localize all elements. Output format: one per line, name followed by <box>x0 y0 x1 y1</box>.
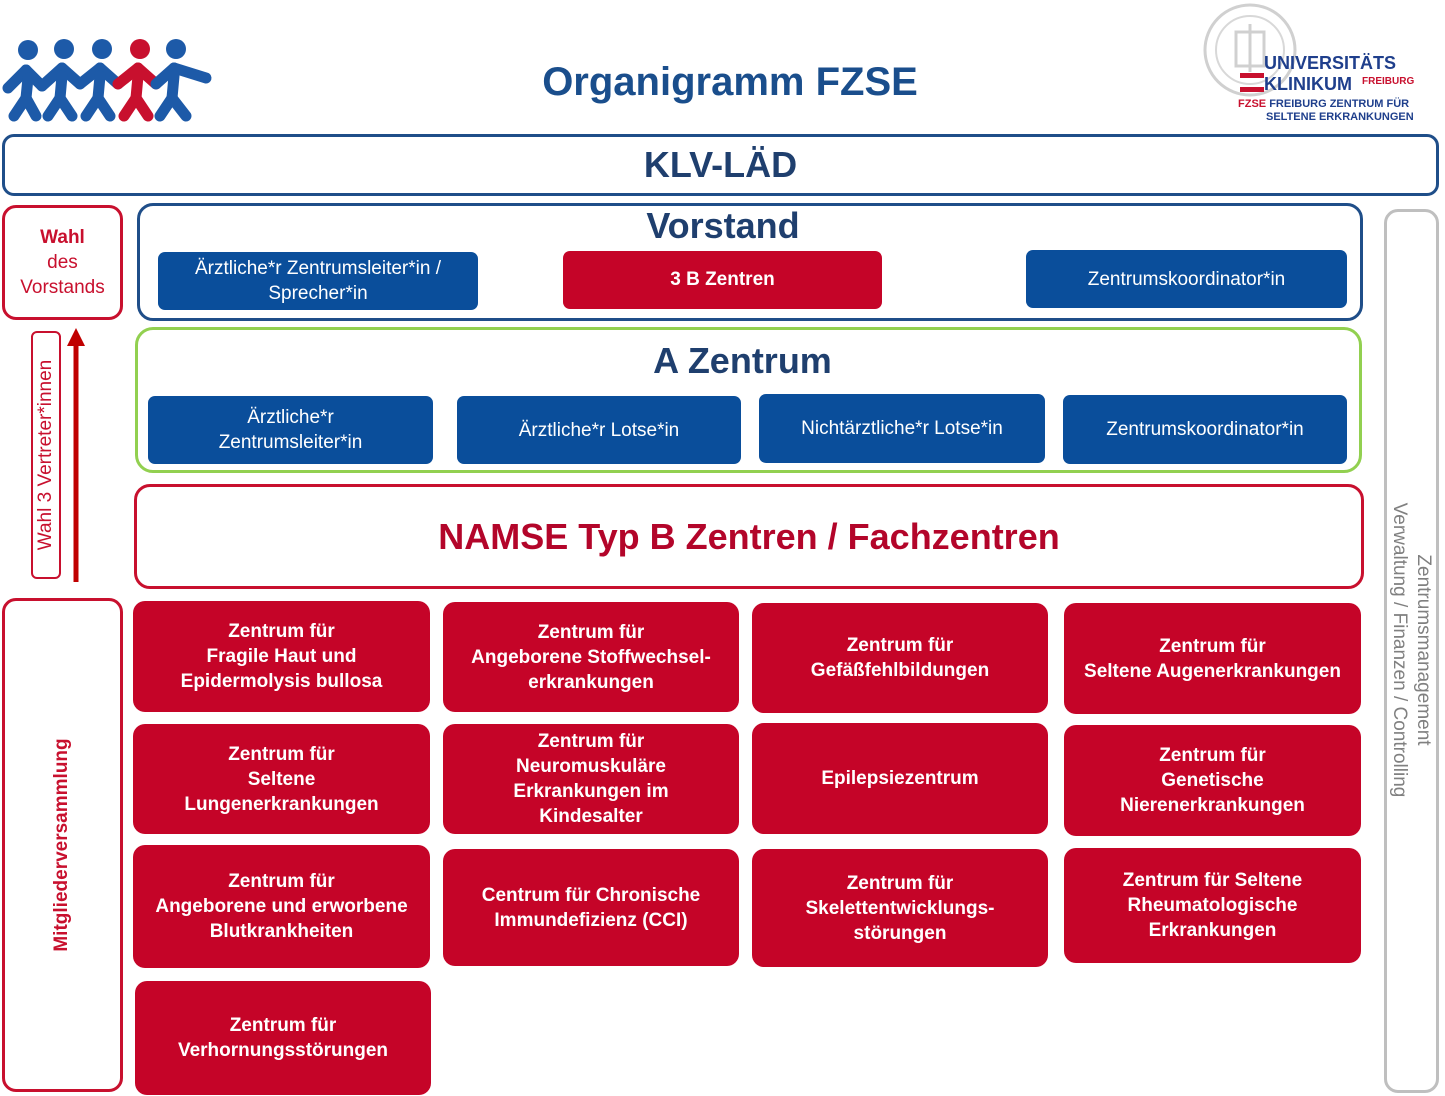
wahl-vorstand-line3: Vorstands <box>20 277 105 298</box>
klv-laed-label: KLV-LÄD <box>643 144 798 185</box>
namse-box <box>134 484 1364 589</box>
namse-title: NAMSE Typ B Zentren / Fachzentren <box>438 515 1060 557</box>
zentrum-card: Zentrum für Verhornungsstörungen <box>135 981 431 1095</box>
a-zentrum-nichtaerztlicher-lotse: Nichtärztliche*r Lotse*in <box>759 394 1045 463</box>
logo-red-bar-top <box>1240 73 1264 78</box>
page-title: Organigramm FZSE <box>542 60 918 104</box>
vorstand-3b-zentren: 3 B Zentren <box>563 251 882 309</box>
logo-city: FREIBURG <box>1362 76 1415 87</box>
zentrumsmanagement-label <box>1387 503 1435 798</box>
vorstand-title: Vorstand <box>646 204 800 246</box>
mitgliederversammlung-label: Mitgliederversammlung <box>51 738 72 952</box>
a-zentrum-title: A Zentrum <box>653 339 832 381</box>
zentrum-card: Zentrum für Angeborene Stoffwechsel- erkrankungen <box>443 602 739 712</box>
zentrum-card: Zentrum für Neuromuskuläre Erkrankungen im Kindesalter <box>443 724 739 834</box>
fzse-line1: FREIBURG ZENTRUM FÜR <box>1269 98 1410 110</box>
zentrum-card: Zentrum für Gefäßfehlbildungen <box>752 603 1048 713</box>
zentrum-card: Zentrum für Angeborene und erworbene Blutkrankheiten <box>133 845 430 968</box>
zentrum-card: Epilepsiezentrum <box>752 723 1048 834</box>
university-logo <box>1200 2 1440 127</box>
zentrum-card: Zentrum für Seltene Lungenerkrankungen <box>133 724 430 834</box>
zentrum-card: Zentrum für Genetische Nierenerkrankungen <box>1064 725 1361 836</box>
fzse-people-logo <box>2 36 214 124</box>
vorstand-zentrumsleiter: Ärztliche*r Zentrumsleiter*in / Sprecher*in <box>158 252 478 310</box>
zentrum-card: Zentrum für Fragile Haut und Epidermolysis bullosa <box>133 601 430 712</box>
zentrum-card: Zentrum für Seltene Rheumatologische Erkrankungen <box>1064 848 1361 963</box>
wahl-vorstand-line1: Wahl <box>40 227 85 248</box>
fzse-line2: SELTENE ERKRANKUNGEN <box>1266 111 1414 123</box>
fzse-abbr: FZSE <box>1238 98 1267 110</box>
logo-red-bar-bottom <box>1240 87 1264 92</box>
zentrumsmanagement-line1: Zentrumsmanagement <box>1413 554 1434 746</box>
wahl-vertreter-label: Wahl 3 Vertreter*innen <box>35 359 56 551</box>
vorstand-zentrumskoordinator: Zentrumskoordinator*in <box>1026 250 1347 308</box>
university-name-line1: UNIVERSITÄTS <box>1264 53 1397 73</box>
a-zentrum-zentrumsleiter: Ärztliche*r Zentrumsleiter*in <box>148 396 433 464</box>
a-zentrum-zentrumskoordinator: Zentrumskoordinator*in <box>1063 395 1347 464</box>
zentrum-card: Zentrum für Seltene Augenerkrankungen <box>1064 603 1361 714</box>
zentrum-card: Zentrum für Skelettentwicklungs- störungen <box>752 849 1048 967</box>
zentrum-card: Centrum für Chronische Immundefizienz (CCI) <box>443 849 739 966</box>
fzse-logo-text <box>1238 98 1414 124</box>
klv-laed-box <box>2 134 1439 196</box>
zentrumsmanagement-line2: Verwaltung / Finanzen / Controlling <box>1389 502 1410 798</box>
up-arrow-icon <box>66 328 86 584</box>
wahl-vorstand-line2: des <box>47 252 78 273</box>
university-name-line2: KLINIKUM <box>1264 74 1352 94</box>
a-zentrum-aerztlicher-lotse: Ärztliche*r Lotse*in <box>457 396 741 464</box>
wahl-vorstand-box <box>2 205 123 320</box>
